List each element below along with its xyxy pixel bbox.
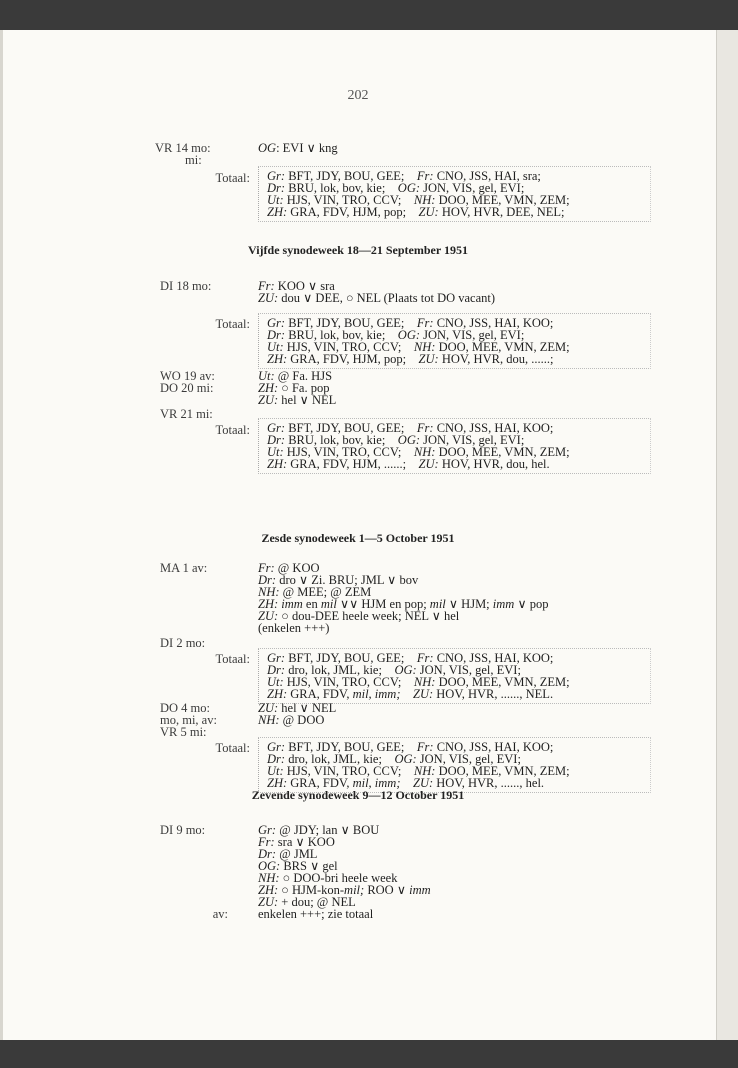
totaal-box-2: Gr: BFT, JDY, BOU, GEE; Fr: CNO, JSS, HAI, KOO; Dr: BRU, lok, bov, kie; OG: JON, VIS, gel, EVI; Ut: HJS, VIN, TRO, CCV; NH: DOO, MEE, VMN, ZEM; ZH: GRA, FDV, HJM, ......; ZU: HOV, HVR, dou, hel. [258,418,651,474]
totaal-label: Totaal: [215,317,250,331]
date-label-di18: DI 18 mo: [160,279,212,293]
date-label-di9: DI 9 mo: [160,823,206,837]
date-label-ma1: MA 1 av: [160,561,208,575]
totaal-box-0: Gr: BFT, JDY, BOU, GEE; Fr: CNO, JSS, HAI, sra; Dr: BRU, lok, bov, kie; OG: JON, VIS, gel, EVI; Ut: HJS, VIN, TRO, CCV; NH: DOO, MEE, VMN, ZEM; ZH: GRA, FDV, HJM, pop; ZU: HOV, HVR, DEE, NEL; [258,166,651,222]
date-label-av: av: [212,907,228,921]
section-heading-vijfde: Vijfde synodeweek 18—21 September 1951 [248,243,468,257]
entry-av: enkelen +++; zie totaal [258,907,374,921]
totaal-box-3: Gr: BFT, JDY, BOU, GEE; Fr: CNO, JSS, HAI, KOO; Dr: dro, lok, JML, kie; OG: JON, VIS, gel, EVI; Ut: HJS, VIN, TRO, CCV; NH: DOO, MEE, VMN, ZEM; ZH: GRA, FDV, mil, imm; ZU: HOV, HVR, ......, NEL. [258,648,651,704]
entry-di18: Fr: KOO ∨ sra ZU: dou ∨ DEE, ○ NEL (Plaats tot DO vacant) [258,279,496,305]
next-page-edge [716,30,738,1040]
totaal-label: Totaal: [215,171,250,185]
date-label-vr14: VR 14 mo: mi: [155,141,211,167]
section-heading-zevende: Zevende synodeweek 9—12 October 1951 [251,788,465,802]
entry-di9: Gr: @ JDY; lan ∨ BOU Fr: sra ∨ KOO Dr: @ JML OG: BRS ∨ gel NH: ○ DOO-bri heele week ZH: ○ HJM-kon-mil; ROO ∨ imm ZU: + dou; @ NEL [258,823,431,909]
section-heading-zesde: Zesde synodeweek 1—5 October 1951 [261,531,455,545]
totaal-label: Totaal: [215,423,250,437]
totaal-label: Totaal: [215,652,250,666]
entry-wo19: Ut: @ Fa. HJS ZH: ○ Fa. pop ZU: hel ∨ NEL [258,369,337,407]
entry-do4: ZU: hel ∨ NEL NH: @ DOO [258,701,337,727]
date-label-wo19: WO 19 av: DO 20 mi: VR 21 mi: [160,369,215,421]
page-number: 202 [347,88,369,103]
entry-vr14: OG: EVI ∨ kng [258,141,338,155]
entry-ma1: Fr: @ KOO Dr: dro ∨ Zi. BRU; JML ∨ bov NH: @ MEE; @ ZEM ZH: imm en mil ∨∨ HJM en pop; mil ∨ HJM; imm ∨ pop ZU: ○ dou-DEE heele week; NEL ∨ hel (enkelen +++) [258,561,549,635]
totaal-label: Totaal: [215,741,250,755]
totaal-box-4: Gr: BFT, JDY, BOU, GEE; Fr: CNO, JSS, HAI, KOO; Dr: dro, lok, JML, kie; OG: JON, VIS, gel, EVI; Ut: HJS, VIN, TRO, CCV; NH: DOO, MEE, VMN, ZEM; ZH: GRA, FDV, mil, imm; ZU: HOV, HVR, ......, hel. [258,737,651,793]
date-label-di2: DI 2 mo: [160,636,206,650]
totaal-box-1: Gr: BFT, JDY, BOU, GEE; Fr: CNO, JSS, HAI, KOO; Dr: BRU, lok, bov, kie; OG: JON, VIS, gel, EVI; Ut: HJS, VIN, TRO, CCV; NH: DOO, MEE, VMN, ZEM; ZH: GRA, FDV, HJM, pop; ZU: HOV, HVR, dou, ......; [258,313,651,369]
date-label-do4: DO 4 mo: mo, mi, av: VR 5 mi: [160,701,217,739]
